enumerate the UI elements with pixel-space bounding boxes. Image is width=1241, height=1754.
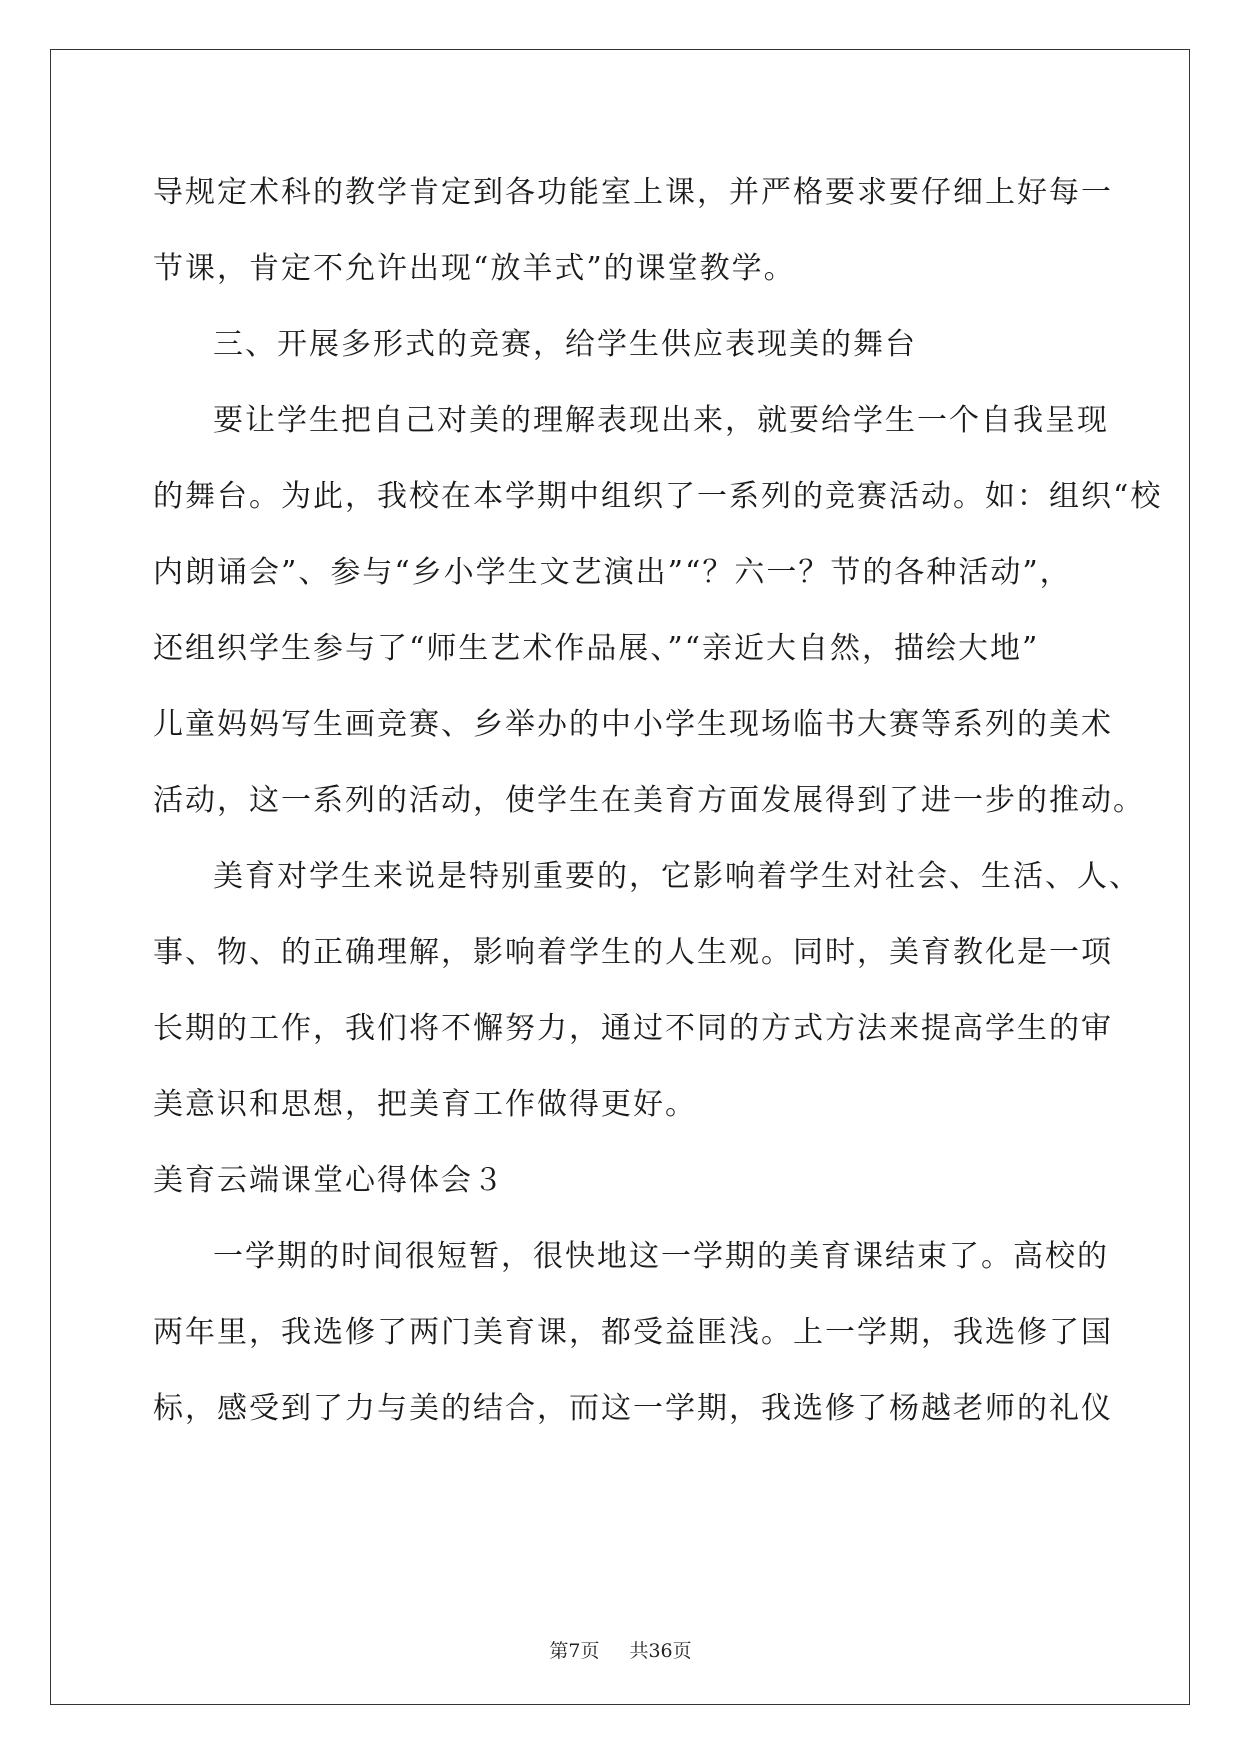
text-line-17: 标，感受到了力与美的结合，而这一学期，我选修了杨越老师的礼仪 xyxy=(153,1391,1113,1426)
section-heading: 三、开展多形式的竞赛，给学生供应表现美的舞台 xyxy=(213,327,917,362)
text-line-15: 一学期的时间很短暂，很快地这一学期的美育课结束了。高校的 xyxy=(213,1239,1109,1274)
text-line-1: 导规定术科的教学肯定到各功能室上课，并严格要求要仔细上好每一 xyxy=(153,175,1113,210)
text-line-11: 事、物、的正确理解，影响着学生的人生观。同时，美育教化是一项 xyxy=(153,935,1113,970)
text-line-13: 美意识和思想，把美育工作做得更好。 xyxy=(153,1087,697,1122)
document-body xyxy=(153,155,1163,1447)
text-line-8: 儿童妈妈写生画竞赛、乡举办的中小学生现场临书大赛等系列的美术 xyxy=(153,707,1113,742)
page-total: 共36页 xyxy=(629,1640,692,1662)
text-line-16: 两年里，我选修了两门美育课，都受益匪浅。上一学期，我选修了国 xyxy=(153,1315,1113,1350)
text-line-7: 还组织学生参与了“师生艺术作品展、”“亲近大自然，描绘大地” xyxy=(153,631,1040,666)
article-title: 美育云端课堂心得体会３ xyxy=(153,1163,505,1198)
text-line-5: 的舞台。为此，我校在本学期中组织了一系列的竞赛活动。如：组织“校 xyxy=(153,479,1163,514)
text-line-9: 活动，这一系列的活动，使学生在美育方面发展得到了进一步的推动。 xyxy=(153,783,1145,818)
text-line-6: 内朗诵会”、参与“乡小学生文艺演出”“？六一？节的各种活动”， xyxy=(153,555,1072,590)
page-footer xyxy=(0,1636,1241,1663)
text-line-4: 要让学生把自己对美的理解表现出来，就要给学生一个自我呈现 xyxy=(213,403,1109,438)
text-line-12: 长期的工作，我们将不懈努力，通过不同的方式方法来提高学生的审 xyxy=(153,1011,1113,1046)
page-number: 第7页 xyxy=(549,1640,600,1662)
text-line-10: 美育对学生来说是特别重要的，它影响着学生对社会、生活、人、 xyxy=(213,859,1141,894)
text-line-2: 节课，肯定不允许出现“放羊式”的课堂教学。 xyxy=(153,251,796,286)
